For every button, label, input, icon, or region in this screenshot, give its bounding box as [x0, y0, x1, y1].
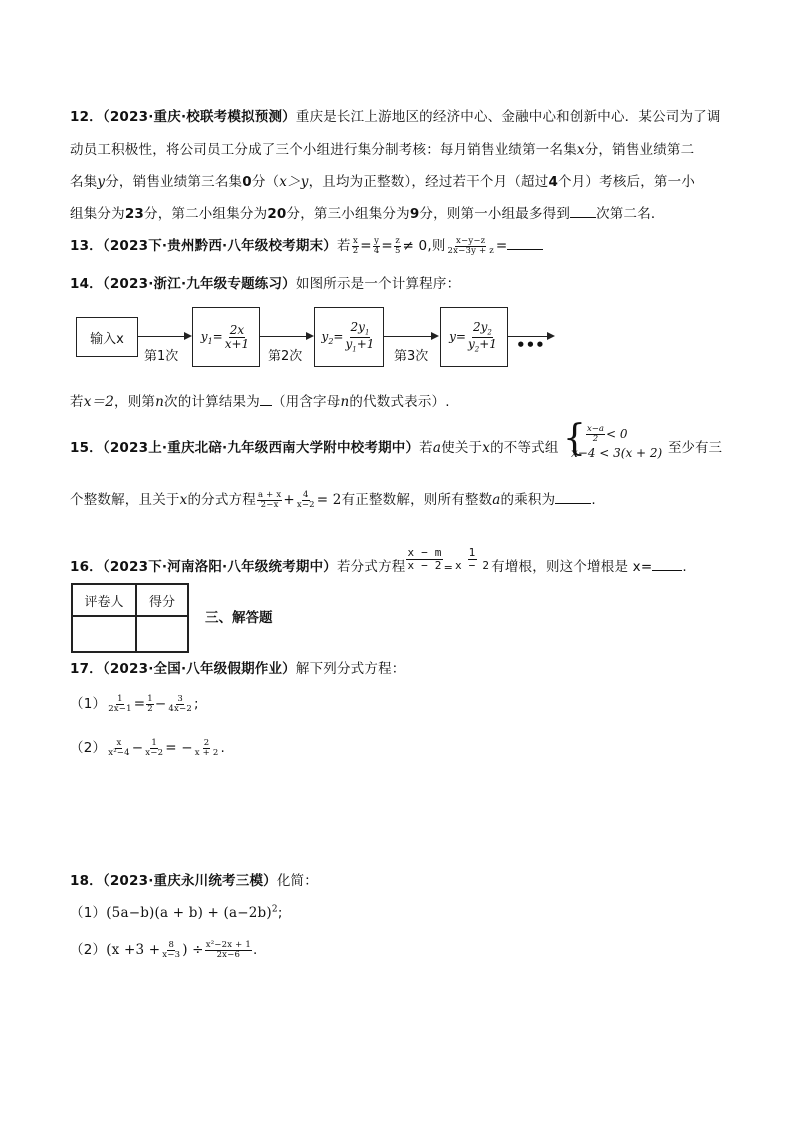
- flow-box3-den-main: y: [467, 336, 475, 351]
- q13-frac-x-2: [352, 237, 360, 256]
- q12-line1: [70, 105, 721, 125]
- q15-var-x-2: x: [179, 492, 188, 508]
- flow-box3-lhs: y: [449, 329, 456, 344]
- flow-box-3: [440, 307, 508, 367]
- q12-line3: [70, 170, 695, 190]
- q17-number: 17．: [70, 661, 103, 677]
- q15-answer-blank[interactable]: [555, 491, 591, 504]
- flow-input-box: [76, 317, 138, 357]
- flow-box3-den-sub: 2: [474, 344, 480, 353]
- q15-var-a: a: [432, 440, 442, 456]
- q14-source: （2023·浙江·九年级专题练习）: [102, 276, 296, 292]
- q13-source: （2023下·贵州黔西·八年级校考期末）: [102, 238, 337, 254]
- q16-line: [70, 546, 687, 579]
- q18-line: [70, 869, 318, 889]
- q17-p1-minus: −: [154, 696, 167, 712]
- q18-p2-f2-den: 2x−6: [216, 949, 241, 960]
- q12-num-23: 23: [124, 206, 144, 222]
- q15-ineq-2: x−4 < 3(x + 2): [571, 446, 663, 460]
- q13-frac-y-den: 4: [373, 245, 380, 256]
- q18-p2-b: ) ÷: [182, 942, 204, 958]
- q16-frac1: [406, 547, 442, 571]
- q15-line2: [70, 488, 596, 509]
- q12-text-4c: 分，第三小组集分为: [286, 206, 410, 222]
- q12-text-4d: 分，则第一小组最多得到: [419, 206, 571, 222]
- q15-brace-icon: {: [563, 418, 586, 459]
- q14-result-e: 的代数式表示）.: [349, 394, 450, 410]
- flow-box1-formula: $y_1=$ $\frac{2x}{x+1}$: [200, 322, 250, 351]
- flow-step-1-label: 第1次: [144, 349, 179, 364]
- flow-step-2-label: 第2次: [268, 349, 303, 364]
- q15-text-c: 的不等式组: [490, 440, 559, 456]
- q13-neq: ≠ 0,则: [402, 238, 446, 254]
- flow-box3-formula: y= $\frac{2y_2}{y_2+1}$: [449, 319, 497, 353]
- flow-box1-sub: 1: [207, 336, 213, 346]
- q16-frac2-num: 1: [468, 546, 476, 559]
- score-table-header-row: [72, 584, 188, 616]
- q17-p2-frac2: [144, 739, 164, 758]
- flow-box2-num-main: 2y: [350, 319, 365, 334]
- q14-number: 14．: [70, 276, 103, 292]
- q15-eq-rhs: = 2: [316, 492, 342, 508]
- q12-text-3b: 分，销售业绩第三名集: [105, 174, 243, 190]
- flow-box3-frac: [467, 321, 498, 353]
- q17-p2-f1-den: x²−4: [108, 747, 130, 758]
- q12-text-2b: 分，销售业绩第二: [584, 142, 695, 158]
- flow-box3-den: [467, 338, 498, 354]
- q17-p1-f1-den: 2x−1: [108, 703, 132, 714]
- q17-p1-frac3: [167, 695, 193, 714]
- q18-p1-label: （1）: [70, 905, 107, 921]
- q12-condition: x＞y: [279, 174, 309, 190]
- q12-number: 12．: [70, 109, 103, 125]
- q16-number: 16．: [70, 559, 103, 576]
- flow-box1-frac: [224, 324, 250, 350]
- flow-box2-sub: 2: [328, 336, 334, 346]
- q17-p1-f2-num: 1: [147, 693, 153, 704]
- q16-frac1-den: x − 2: [407, 558, 442, 572]
- q18-p1-expr: (5a−b)(a + b) + (a−2b): [106, 905, 272, 921]
- q16-source: （2023下·河南洛阳·八年级统考期中）: [102, 559, 337, 576]
- q16-frac2: [454, 547, 490, 571]
- q14-var-n: n: [155, 394, 165, 410]
- q17-p1-frac2: [146, 695, 154, 714]
- flow-step-3-label: 第3次: [394, 349, 429, 364]
- q15-line1: [70, 436, 559, 456]
- q16-frac2-den: x − 2: [455, 558, 490, 572]
- q13-frac-x-num: x: [352, 235, 358, 246]
- q12-text-4b: 分，第二小组集分为: [144, 206, 268, 222]
- q12-text-4e: 次第二名．: [596, 206, 665, 222]
- q12-text-3c: 分（: [251, 174, 280, 190]
- q15-ineq1-den: 2: [592, 433, 599, 444]
- flow-arrowhead-3: [431, 332, 439, 340]
- q13-frac-x-den: 2: [352, 245, 359, 256]
- q12-var-x: x: [576, 142, 585, 158]
- q13-number: 13．: [70, 238, 103, 254]
- q13-frac-y-4: [373, 237, 381, 256]
- q15-eqf2-num: 4: [303, 489, 309, 500]
- q17-p1-eq: =: [133, 696, 146, 712]
- q15-text-end: .: [591, 492, 596, 508]
- q17-p1-f1-num: 1: [117, 693, 123, 704]
- flow-arrowhead-2: [306, 332, 314, 340]
- q15-text-d: 至少有三: [668, 440, 722, 456]
- q13-frac-y-num: y: [374, 235, 380, 246]
- q16-eq: =: [443, 561, 454, 575]
- q17-part1: [70, 692, 199, 713]
- q15-text-a: 若: [419, 440, 433, 456]
- q12-line4: [70, 202, 665, 222]
- q15-source: （2023上·重庆北碚·九年级西南大学附中校考期中）: [102, 440, 420, 456]
- q17-p2-eq: = −: [165, 740, 193, 756]
- section-3-title: 三、解答题: [205, 610, 273, 626]
- q13-eq1: =: [360, 238, 372, 254]
- q15-eqf2-den: x−2: [296, 499, 315, 510]
- q17-p2-f3-den: x + 2: [194, 747, 219, 758]
- flow-box3-num-sub: 2: [487, 328, 492, 337]
- q12-text-3d: ，且均为正整数），经过若干个月（超过: [308, 174, 549, 190]
- q14-text: 如图所示是一个计算程序：: [295, 276, 461, 292]
- q15-ineq1-tail: < 0: [605, 426, 628, 441]
- q18-p2-a: (x +3 +: [106, 942, 161, 958]
- q12-num-9: 9: [409, 206, 420, 222]
- q17-p1-f3-num: 3: [177, 693, 183, 704]
- q17-source: （2023·全国·八年级假期作业）: [102, 661, 296, 677]
- q16-text-a: 若分式方程: [336, 559, 406, 576]
- q15-var-x: x: [482, 440, 491, 456]
- flow-arrow-3: [383, 336, 431, 337]
- q12-text-3a: 名集: [70, 174, 98, 190]
- q13-line: [70, 234, 543, 255]
- flow-input-label: 输入x: [90, 331, 124, 347]
- flow-box2-frac: [344, 321, 375, 353]
- q13-eq3: =: [495, 238, 508, 254]
- q15-text-2b: 的分式方程: [187, 492, 256, 508]
- q16-frac1-num: x − m: [407, 546, 442, 559]
- q12-answer-blank[interactable]: [570, 205, 596, 218]
- q17-p2-minus: −: [131, 740, 144, 756]
- q15-text-b: 使关于: [441, 440, 483, 456]
- q15-eq-frac1: [257, 491, 282, 510]
- q13-frac-expr: [447, 237, 495, 256]
- flow-arrowhead-1: [184, 332, 192, 340]
- q17-p1-end: ;: [193, 696, 199, 712]
- flow-box-1: [192, 307, 260, 367]
- q14-result-line: [70, 390, 450, 410]
- q18-number: 18．: [70, 873, 103, 889]
- score-table-score-header: 得分: [136, 584, 188, 616]
- q13-frac-expr-num: x−y−z: [456, 235, 486, 246]
- q18-p1-end: ;: [277, 905, 283, 921]
- q13-frac-z-den: 5: [394, 245, 401, 256]
- flow-box2-den-sub: 1: [352, 344, 357, 353]
- flow-box3-num-main: 2y: [472, 319, 488, 334]
- q12-text-2a: 动员工积极性，将公司员工分成了三个小组进行集分制考核：每月销售业绩第一名集: [70, 142, 577, 158]
- q14-result-a: 若: [70, 394, 84, 410]
- q12-num-4: 4: [548, 174, 559, 190]
- q17-line: [70, 657, 405, 677]
- q18-part2: [70, 938, 257, 959]
- score-table: [71, 583, 189, 653]
- q17-p2-frac1: [107, 739, 131, 758]
- q13-frac-expr-den: 2x−3y + z: [447, 245, 494, 256]
- score-table-value-row: [72, 616, 188, 652]
- q14-var-n-2: n: [340, 394, 350, 410]
- q15-plus: +: [283, 492, 295, 508]
- q14-result-d: （用含字母: [271, 394, 341, 410]
- flow-box1-num: 2x: [229, 322, 245, 337]
- q17-p1-f2-den: 2: [147, 703, 153, 714]
- flow-box2-den-tail: +1: [356, 336, 375, 351]
- q13-answer-blank[interactable]: [507, 237, 543, 250]
- q17-p1-frac1: [107, 695, 133, 714]
- score-table-score-cell[interactable]: [136, 616, 188, 652]
- q15-var-a-2: a: [492, 492, 501, 508]
- q18-text: 化简：: [276, 873, 318, 889]
- q15-eqf1-den: 2−x: [260, 499, 279, 510]
- flow-box-2: [314, 307, 384, 367]
- q15-ineq1-num: x−a: [587, 424, 604, 434]
- q17-p2-f2-den: x−2: [145, 747, 164, 758]
- q17-p2-f2-num: 1: [151, 737, 158, 748]
- q15-eqf1-num: a + x: [257, 489, 282, 500]
- q17-p2-f3-num: 2: [203, 737, 210, 748]
- flow-continuation-dots: •••: [516, 336, 545, 354]
- q18-p2-frac1: [161, 941, 181, 960]
- q12-text-1: 重庆是长江上游地区的经济中心、金融中心和创新中心．某公司为了调: [295, 109, 721, 125]
- q18-p2-end: .: [252, 942, 258, 958]
- q18-p2-f1-num: 8: [168, 939, 175, 950]
- q14-result-b: ，则第: [114, 394, 156, 410]
- q17-p2-end: .: [220, 740, 225, 756]
- q17-p1-label: （1）: [70, 696, 107, 712]
- flow-box3-den-tail: +1: [479, 336, 497, 351]
- flow-box2-den: [344, 338, 375, 354]
- score-table-grader-cell[interactable]: [72, 616, 136, 652]
- q12-line2: [70, 138, 694, 158]
- q18-p2-f1-den: x−3: [162, 949, 181, 960]
- q12-source: （2023·重庆·校联考模拟预测）: [102, 109, 296, 125]
- q17-p2-f1-num: x: [116, 737, 122, 748]
- q15-number: 15．: [70, 440, 103, 456]
- flow-box1-den: x+1: [224, 336, 250, 351]
- q15-text-2c: 有正整数解，则所有整数: [341, 492, 493, 508]
- q16-answer-blank[interactable]: [652, 558, 682, 571]
- q14-result-cond: x＝2: [83, 394, 115, 410]
- flow-box2-lhs: y: [321, 329, 329, 344]
- flow-arrow-2: [259, 336, 306, 337]
- q15-eq-frac2: [296, 491, 316, 510]
- q17-p1-f3-den: 4x−2: [168, 703, 192, 714]
- q15-ineq-1: [585, 425, 628, 444]
- flow-box2-num: [350, 321, 371, 338]
- q17-part2: [70, 736, 225, 757]
- q13-frac-z-num: z: [395, 235, 401, 246]
- score-table-grader-header: 评卷人: [72, 584, 136, 616]
- q15-text-2d: 的乘积为: [500, 492, 556, 508]
- q18-part1: [70, 901, 283, 921]
- q12-var-y: y: [97, 174, 106, 190]
- flow-box1-lhs: y: [200, 329, 208, 344]
- q18-p2-f2-num: x²−2x + 1: [205, 939, 251, 950]
- q14-result-c: 次的计算结果为: [164, 394, 260, 410]
- q13-frac-z-5: [394, 237, 402, 256]
- q12-num-20: 20: [267, 206, 287, 222]
- q15-text-2a: 个整数解，且关于: [70, 492, 180, 508]
- q16-text-end: .: [682, 559, 687, 576]
- flow-box2-den-main: y: [345, 336, 353, 351]
- q18-p2-label: （2）: [70, 942, 107, 958]
- q17-p2-frac3: [194, 739, 220, 758]
- q14-line: [70, 272, 460, 292]
- q18-p2-frac2: [205, 941, 252, 960]
- q14-answer-blank[interactable]: [260, 393, 272, 406]
- flow-box2-formula: $y_2=$ $\frac{2y_1}{y_1+1}$: [321, 319, 375, 353]
- flow-arrowhead-4: [547, 332, 555, 340]
- flow-box2-num-sub: 1: [364, 328, 370, 337]
- q17-text: 解下列分式方程：: [295, 661, 406, 677]
- q18-source: （2023·重庆永川统考三模）: [102, 873, 277, 889]
- q13-text-a: 若: [336, 238, 351, 254]
- q16-text-b: 有增根，则这个增根是 x=: [491, 559, 653, 576]
- flow-box3-num: [472, 321, 493, 338]
- q12-text-4a: 组集分为: [70, 206, 125, 222]
- q13-eq2: =: [381, 238, 393, 254]
- q15-ineq1-frac: [586, 425, 605, 444]
- q12-num-0: 0: [242, 174, 252, 190]
- flow-arrow-1: [137, 336, 184, 337]
- q12-text-3e: 个月）考核后，第一小: [558, 174, 696, 190]
- q18-p1-sup: 2: [271, 904, 278, 915]
- q17-p2-label: （2）: [70, 740, 107, 756]
